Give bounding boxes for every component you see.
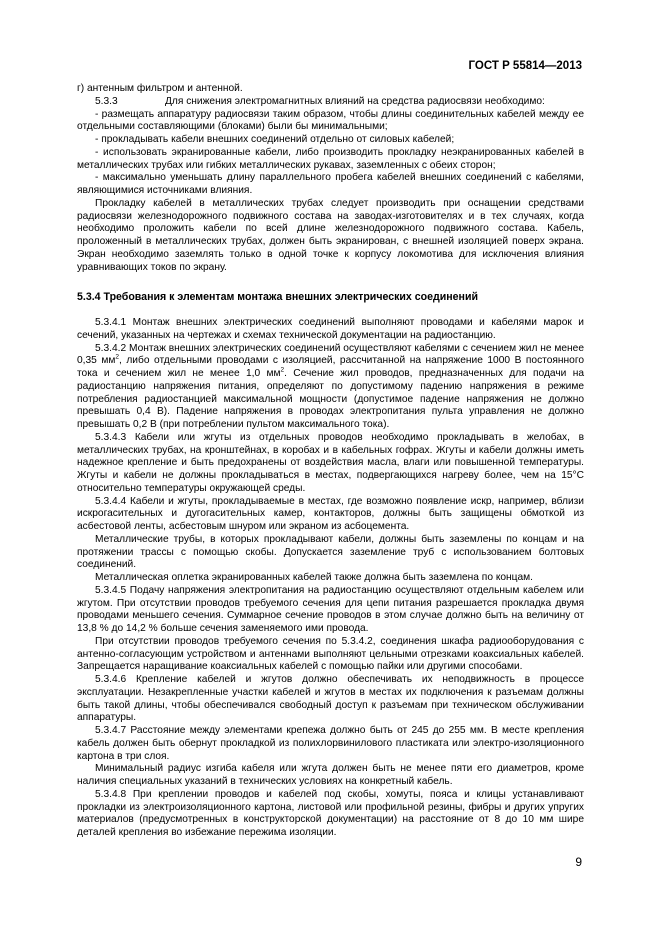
paragraph-5-3-4-5: 5.3.4.5 Подачу напряжения электропитания на радиостанцию осуществляют отдельным кабелем или жгутом. При отсутствии проводов требуемого сечения для цепи питания разрешается прокладка двумя проводами меньшего сечения. Суммарное сечение проводов в этом случае должно быть на величину от 13,8 % до 14,2 % больше сечения заменяемого ими провода. — [77, 584, 584, 634]
superscript: 2 — [280, 366, 285, 374]
list-item: - максимально уменьшать длину параллельного пробега кабелей внешних соединений с кабелями, являющимися источниками влияния. — [77, 172, 584, 196]
section-heading: 5.3.4 Требования к элементам монтажа внешних электрических соединений — [77, 291, 478, 304]
paragraph: г) антенным фильтром и антенной. — [77, 83, 243, 94]
paragraph-5-3-4-8: 5.3.4.8 При креплении проводов и кабелей под скобы, хомуты, пояса и клицы устанавливают прокладки из электроизоляционного картона, листовой или профильной резины, фибры и других упругих материалов (предусмотренных в конструкторской документации) на расстояние от 8 до 10 мм шире деталей крепления во избежание пережима изоляции. — [77, 788, 584, 838]
page-number: 9 — [575, 855, 582, 869]
text-run: 5.3.4.2 Монтаж внешних электрических соединений осуществляют кабелями с сечением жил не менее 0,35 мм — [77, 342, 584, 367]
paragraph-5-3-3 — [77, 96, 584, 109]
text-run: . Сечение жил проводов, предназначенных для подачи на радиостанцию напряжения питания, определяют по допустимому падению напряжения в режиме потребления радиостанцией максимальной мощности (допустимое падение напряжения не должно превышать 0,4 В). Падение напряжения в проводах электропитания пульта управления не должно превышать 0,2 В (при потреблении пультом максимального тока). — [77, 368, 584, 430]
paragraph-5-3-4-7: 5.3.4.7 Расстояние между элементами крепежа должно быть от 245 до 255 мм. В месте крепления кабель должен быть обернут прокладкой из полихлорвинилового пластиката или электро-изоляционного картона в три слоя. — [77, 725, 584, 762]
page-body — [77, 83, 584, 840]
paragraph: Металлическая оплетка экранированных кабелей также должна быть заземлена по концам. — [95, 572, 534, 583]
paragraph-5-3-4-3: 5.3.4.3 Кабели или жгуты из отдельных проводов необходимо прокладывать в желобах, в металлических трубах, на кронштейнах, в коробах и в кабельных гофрах. Жгуты и кабели должны иметь надежное крепление и быть предохранены от воздействия масла, влаги или повышенной температуры. Жгуты и кабели не должны прокладываться в местах, подвергающихся нагреву более, чем на 15°C относительно температуры окружающей среды. — [77, 431, 584, 494]
clause-text: Для снижения электромагнитных влияний на средства радиосвязи необходимо: — [165, 95, 545, 107]
paragraph: При отсутствии проводов требуемого сечения по 5.3.4.2, соединения шкафа радиооборудования с антенно-согласующим устройством и антеннами выполняют цельными отрезками коаксиальных кабелей. Запрещается наращивание коаксиальных кабелей с помощью пайки или другими способами. — [77, 635, 584, 673]
text-run: , либо отдельными проводами с изоляцией, рассчитанной на напряжение 1000 В постоянного тока и сечением жил не менее 1,0 мм — [77, 355, 584, 379]
paragraph: Металлические трубы, в которых прокладывают кабели, должны быть заземлены по концам и на протяжении трассы с помощью скобы. Допускается заземление труб с использованием болтовых соединений. — [77, 533, 584, 571]
paragraph-5-3-4-4: 5.3.4.4 Кабели и жгуты, прокладываемые в местах, где возможно появление искр, например, вблизи искрогасительных и дугогасительных камер, контакторов, должны быть защищены обмоткой из асбестовой ленты, асбестовым шнуром или экраном из асбоцемента. — [77, 495, 584, 532]
document-standard-id: ГОСТ Р 55814—2013 — [468, 60, 582, 72]
paragraph: Минимальный радиус изгиба кабеля или жгута должен быть не менее пяти его диаметров, кроме наличия специальных указаний в технических условиях на конкретный кабель. — [77, 763, 584, 787]
list-item: - размещать аппаратуру радиосвязи таким образом, чтобы длины соединительных кабелей между ее отдельными составляющими (блоками) были бы минимальными; — [77, 108, 584, 133]
paragraph-5-3-4-2 — [77, 343, 584, 432]
paragraph: Прокладку кабелей в металлических трубах следует производить при оснащении средствами радиосвязи железнодорожного подвижного состава на заводах-изготовителях и в тех случаях, когда необходимо проложить кабели по всей длине железнодорожного подвижного состава. Кабель, проложенный в металлических трубах, должен быть экранирован, с внешней изоляцией поверх экрана. Экран необходимо заземлять только в одной точке к корпусу локомотива для исключения влияния уравнивающих токов по экрану. — [77, 197, 584, 273]
paragraph-5-3-4-1: 5.3.4.1 Монтаж внешних электрических соединений выполняют проводами и кабелями марок и сечений, указанных на чертежах и схемах технической документации на радиостанцию. — [77, 317, 584, 341]
clause-number: 5.3.3 — [95, 95, 118, 107]
paragraph-5-3-4-6: 5.3.4.6 Крепление кабелей и жгутов должно обеспечивать их неподвижность в процессе эксплуатации. Незакрепленные участки кабелей и жгутов в местах их подключения к разъемам должны быть такой длины, чтобы обеспечивался свободный доступ к разъемам при техническом обслуживании аппаратуры. — [77, 674, 584, 724]
superscript: 2 — [115, 353, 119, 361]
list-item: - прокладывать кабели внешних соединений отдельно от силовых кабелей; — [95, 134, 455, 145]
list-item: - использовать экранированные кабели, либо производить прокладку неэкранированных кабелей в металлических трубах или гибких металлических рукавах, заземленных с обеих сторон; — [77, 146, 584, 171]
